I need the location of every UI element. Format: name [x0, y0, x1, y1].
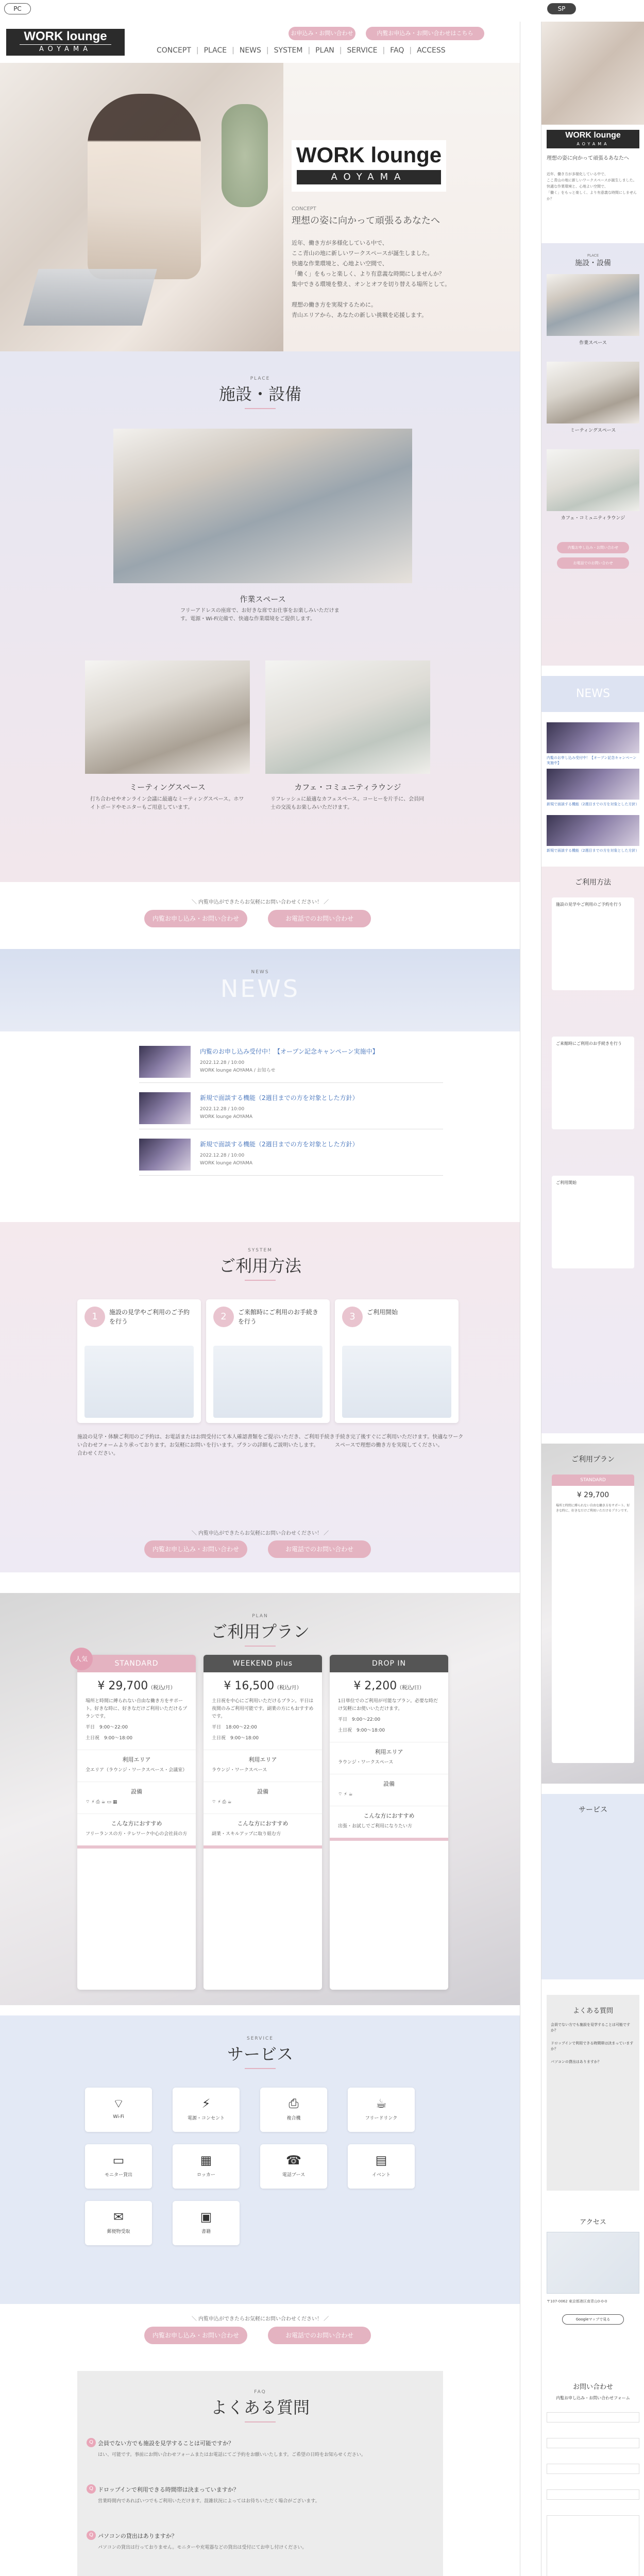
sp-cta-button[interactable]: お電話でのお問い合わせ	[557, 557, 629, 569]
news-thumb	[139, 1139, 191, 1171]
sp-access: アクセス 〒107-0062 東京都港区南青山0-0-0 Googleマップで見る	[541, 2211, 644, 2366]
cta-phone-button[interactable]: お電話でのお問い合わせ	[268, 910, 371, 927]
place-en: PLACE	[250, 376, 270, 381]
hero-body: 近年、働き方が多様化している中で、 ここ青山の地に新しいワークスペースが誕生しました。 快適な作業環境と、心地よい空間で、 「働く」をもっと楽しく、より有意義な時間にしませんか？ 集中できる環境を整え、オンとオフを切り替える場所として。 理想の働き方を実現するために。 青山エリアから、あなたの新しい挑戦を応援します。	[292, 240, 451, 318]
cta-note: ＼ 内覧申込ができたらお気軽にお問い合わせください！ ／	[191, 900, 329, 905]
news-thumb	[139, 1092, 191, 1124]
header-logo[interactable]	[6, 29, 125, 56]
place-section	[0, 351, 520, 882]
printer-icon: ⎙	[289, 2096, 299, 2111]
faq-answer: パソコンの貸出は行っておりません。モニターや充電器などの貸出は受付にてお申し付けください。	[98, 2545, 307, 2550]
sp-system: ご利用方法 施設の見学やご利用のご予約を行う ご来館時にご利用のお手続きを行う ご利用開始	[541, 867, 644, 1433]
nav-news[interactable]: NEWS	[239, 46, 261, 55]
cta-visit-button[interactable]: 内覧お申し込み・お問い合わせ	[144, 1540, 247, 1558]
hero-logo	[292, 140, 446, 192]
news-en: NEWS	[251, 970, 269, 975]
popular-badge: 人気	[70, 1648, 93, 1670]
step-card: 2 ご来館時にご利用のお手続きを行う	[206, 1299, 330, 1423]
sp-faq: よくある質問 会員でない方でも施設を見学することは可能ですか？ ドロップインで利用できる時間帯は決まっていますか？ パソコンの貸出はありますか？	[547, 1995, 639, 2191]
cta-phone-button[interactable]: お電話でのお問い合わせ	[268, 1540, 371, 1558]
wifi-icon: ⌔	[112, 2096, 125, 2111]
sp-access-map[interactable]	[547, 2232, 639, 2294]
question-icon: Q	[87, 2531, 96, 2540]
phone-booth-icon: ☎	[286, 2153, 301, 2167]
nav-plan[interactable]: PLAN	[315, 46, 334, 55]
sp-email-input[interactable]	[547, 2464, 639, 2474]
sp-message-textarea[interactable]	[547, 2515, 639, 2576]
news-item[interactable]: 新規で面談する機能（2週目までの方を対象とした方針） 2022.12.28 / 10:00 WORK lounge AOYAMA	[139, 1134, 443, 1176]
monitor-icon: ▭	[112, 2153, 125, 2167]
nav-service[interactable]: SERVICE	[347, 46, 378, 55]
sp-google-map-button[interactable]: Googleマップで見る	[562, 2314, 624, 2325]
sp-cta-button[interactable]: 内覧お申し込み・お問い合わせ	[557, 542, 629, 553]
service-locker: ▦ ロッカー	[173, 2144, 240, 2189]
sp-page: WORK lounge AOYAMA 理想の姿に向かって頑張るあなたへ 近年、働き方が多様化している中で、 ここ青山の地に新しいワークスペースが誕生しました。 快適な作業環境と、心地よい空間で、 「働く」をもっと楽しく、より有意義な時間にしませんか？ PLACE 施設・設備 作業スペース ミーティングスペース カフェ・コミュニティラウンジ 内覧お申し込み・お問い合わせ お電話でのお問い合わせ NEWS 内覧のお申し込み受付中！【オープン記念キャンペーン実施中】 新規で面談する機能（2週目までの方を対象とした方針） 新規で面談する機能（2週目までの方を対象とした方針） ご利用方法 施設の見学やご利用のご予約を行う ご来館時にご利用のお手続きを行う ご利用開始 ご利用プラン STANDARD ¥ 29,700 場所と時間に縛られない自由な働き方をサポート。好きな時に、好きなだけご利用いただけるプランです。 サービス よくある質問 会員でない方でも施設を見学することは可能ですか？ ドロップインで利用できる時間帯は決まっていますか？ パソコンの貸出はありますか？ アクセス 〒107-0062 東京都港区南青山0-0-0 Googleマップで見る お問い合わせ 内覧お申し込み・お問い合わせフォーム	[541, 22, 644, 2576]
system-section: SYSTEM ご利用方法 1 施設の見学やご利用のご予約を行う 2 ご来館時にご利用のお手続きを行う 3 ご利用開始 施設の見学・体験ご利用のご予約は、お電話またはお問い合わせフォームより承っております。お気軽にお問い合わせください。 受付にて本人確認書類をご提示いただき、ご利用手続きを行います。プランの詳細もご説明いたします。 手続き完了後すぐにご利用いただけます。快適なワークスペースで理想の働き方を実現してください。	[0, 1222, 520, 1572]
sp-headline: 理想の姿に向かって頑張るあなたへ	[547, 156, 629, 161]
service-title: サービス	[227, 2044, 293, 2064]
service-power: ⚡ 電源・コンセント	[173, 2088, 240, 2132]
faq-title: よくある質問	[210, 2398, 310, 2417]
plan-card-weekend: WEEKEND plus ¥ 16,500（税込/月） 土日祝を中心にご利用いただけるプラン。平日は夜間のみご利用可能です。副業の方にもおすすめです。 平日 18:00〜22:00 土日祝 9:00〜18:00 利用エリア ラウンジ・ワークスペース 設備 ⌔ ⚡ ⎙ ☕ こんな方におすすめ 副業・スキルアップに取り組む方	[204, 1655, 322, 1990]
service-section	[0, 2015, 520, 2304]
news-item[interactable]: 新規で面談する機能（2週目までの方を対象とした方針） 2022.12.28 / 10:00 WORK lounge AOYAMA	[139, 1088, 443, 1129]
hero-headline: 理想の姿に向かって頑張るあなたへ	[292, 215, 440, 226]
service-mail: ✉ 郵便物受取	[85, 2201, 152, 2245]
sp-hero-body: 近年、働き方が多様化している中で、 ここ青山の地に新しいワークスペースが誕生しました。 快適な作業環境と、心地よい空間で、 「働く」をもっと楽しく、より有意義な時間にしませんか？	[547, 172, 637, 201]
sp-contact: お問い合わせ 内覧お申し込み・お問い合わせフォーム	[541, 2381, 644, 2576]
nav-system[interactable]: SYSTEM	[274, 46, 303, 55]
service-monitor: ▭ モニター貸出	[85, 2144, 152, 2189]
cafe-title: カフェ・コミュニティラウンジ	[294, 783, 401, 792]
nav-concept[interactable]: CONCEPT	[157, 46, 191, 55]
service-coffee: ☕ フリードリンク	[348, 2088, 415, 2132]
step-card: 3 ご利用開始	[335, 1299, 459, 1423]
hero-photo	[0, 63, 283, 351]
step-illustration	[84, 1346, 194, 1418]
sp-news-thumb[interactable]	[547, 815, 639, 846]
nav-faq[interactable]: FAQ	[390, 46, 404, 55]
pc-page: WORK lounge AOYAMA お申込み・お問い合わせ 内覧お申込み・お問い合わせはこちら CONCEPT | PLACE | NEWS | SYSTEM | PLAN | SERVICE | FAQ | ACCESS WORK lounge AOYAMA CONCEPT 理想の姿に向かって頑張るあなたへ 近年、働き方が多様化している中で、 ここ青山の地に新しいワークスペースが誕生しました。 快適な作業環境と、心地よい空間で、 「働く」をもっと楽しく、より有意義な時間にしませんか？ 集中できる環境を整え、オンとオフを切り替える場所として。 理想の働き方を実現するために。 青山エリアから、あなたの新しい挑戦を応援します。 PLACE 施設・設備 作業スペース フリーアドレスの座席で、お好きな席でお仕事をお楽しみいただけます。電源・Wi-Fi完備で、快適な作業環境をご提供します。 ミーティングスペース カフェ・コミュニティラウンジ 打ち合わせやオンライン会議に最適なミーティングスペース。ホワイトボードやモニターもご用意しています。 リフレッシュに最適なカフェスペース。コーヒーを片手に、会員同士の交流もお楽しみいただけます。 ＼ 内覧申込ができたらお気軽にお問い合わせください！ ／ 内覧お申し込み・お問い合わせ お電話でのお問い合わせ NEWS NEWS 内覧のお申し込み受付中！【オープン記念キャンペーン実施中】 2022.12.28 / 10:00 WORK lounge AOYAMA / お知らせ 新規で面談する機能（2週目までの方を対象とした方針） 2022.12.28 / 10:00 WORK lounge AOYAMA 新規で面談する機能（2週目までの方を対象とした方針） 2022.12.28 / 10:00 WORK lounge AOYAMA SYSTEM ご利用方法 1 施設の見学やご利用のご予約を行う 2 ご来館時にご利用のお手続きを行う 3 ご利用開始 施設の見学・体験ご利用のご予約は、お電話またはお問い合わせフォームより承っております。お気軽にお問い合わせください。 受付にて本人確認書類をご提示いただき、ご利用手続きを行います。プランの詳細もご説明いたします。 手続き完了後すぐにご利用いただけます。快適なワークスペースで理想の働き方を実現してください。 ＼ 内覧申込ができたらお気軽にお問い合わせください！ ／ 内覧お申し込み・お問い合わせ お電話でのお問い合わせ PLAN ご利用プラン 人気 STANDARD ¥ 29,700（税込/月） 場所と時間に縛られない自由な働き方をサポート。好きな時に、好きなだけご利用いただけるプランです。 平日 9:00〜22:00 土日祝 9:00〜18:00 利用エリア 全エリア（ラウンジ・ワークスペース・会議室） 設備 ⌔ ⚡ ⎙ ☕ ▭ ▦ こんな方におすすめ フリーランスの方・テレワーク中心の会社員の方 WEEKEND plus ¥ 16,500（税込/月） 土日祝を中心にご利用いただけるプラン。平日は夜間のみご利用可能です。副業の方にもおすすめです。 平日 18:00〜22:00 土日祝 9:00〜18:00 利用エリア ラウンジ・ワークスペース 設備 ⌔ ⚡ ⎙ ☕ こんな方におすすめ 副業・スキルアップに取り組む方 DROP IN ¥ 2,200（税込/日） 1日単位でのご利用が可能なプラン。必要な時だけ気軽にお使いいただけます。 平日 9:00〜22:00 土日祝 9:00〜18:00 利用エリア ラウンジ・ワークスペース 設備 ⌔ ⚡ ☕ こんな方におすすめ 出張・お試しでご利用になりたい方 SERVICE サービス ⌔ Wi-Fi ⚡ 電源・コンセント ⎙ 複合機 ☕ フリードリンク ▭ モニター貸出 ▦ ロッカー ☎ 電話ブース ▤ イベント ✉ 郵便物受取 ▣ 書籍 ＼ 内覧申込ができたらお気軽にお問い合わせください！ ／ 内覧お申し込み・お問い合わせ お電話でのお問い合わせ FAQ よくある質問 Q 会員でない方でも施設を見学することは可能ですか？ はい、可能です。事前にお問い合わせフォームまたはお電話にてご予約をお願いいたします。ご希望の日時をお知らせください。 Q ドロップインで利用できる時間帯は決まっていますか？ 営業時間内であればいつでもご利用いただけます。混雑状況によってはお待ちいただく場合がございます。 Q パソコンの貸出はありますか？ パソコンの貸出は行っておりません。モニターや充電器などの貸出は受付にてお申し付けください。	[0, 22, 520, 2576]
sp-news-banner: NEWS	[541, 676, 644, 712]
step-illustration	[213, 1346, 323, 1418]
coffee-icon: ☕	[376, 2096, 387, 2111]
nav-place[interactable]: PLACE	[204, 46, 227, 55]
place-title: 施設・設備	[218, 384, 301, 404]
question-icon: Q	[87, 2438, 96, 2447]
faq-en: FAQ	[254, 2389, 266, 2395]
sp-company-input[interactable]	[547, 2438, 639, 2448]
sp-label: SP	[547, 3, 576, 14]
sp-service: サービス	[541, 1794, 644, 1979]
plan-en: PLAN	[252, 1614, 268, 1619]
hero-logo-text: WORK lounge	[296, 143, 442, 167]
sp-news-thumb[interactable]	[547, 769, 639, 800]
nav-access[interactable]: ACCESS	[417, 46, 446, 55]
concept-label: CONCEPT	[292, 206, 316, 212]
system-title: ご利用方法	[218, 1256, 301, 1276]
power-icon: ⚡	[201, 2096, 211, 2111]
plan-section	[0, 1593, 520, 2005]
hero	[0, 63, 520, 351]
mailbox-icon: ✉	[113, 2210, 124, 2224]
faq-answer: はい、可能です。事前にお問い合わせフォームまたはお電話にてご予約をお願いいたします。ご希望の日時をお知らせください。	[98, 2452, 366, 2458]
faq-answer: 営業時間内であればいつでもご利用いただけます。混雑状況によってはお待ちいただく場合がございます。	[98, 2499, 320, 2504]
apply-button[interactable]: お申込み・お問い合わせ	[289, 27, 355, 40]
service-en: SERVICE	[247, 2036, 274, 2041]
sp-name-input[interactable]	[547, 2412, 639, 2422]
locker-icon: ▦	[200, 2153, 212, 2167]
sp-place: PLACE 施設・設備 作業スペース ミーティングスペース カフェ・コミュニティラウンジ 内覧お申し込み・お問い合わせ お電話でのお問い合わせ	[541, 243, 644, 666]
sp-hero-photo	[541, 22, 644, 125]
sp-news-thumb[interactable]	[547, 722, 639, 753]
service-printer: ⎙ 複合機	[260, 2088, 327, 2132]
step-card: 1 施設の見学やご利用のご予約を行う	[77, 1299, 201, 1423]
step-illustration	[342, 1346, 451, 1418]
news-banner	[0, 949, 520, 1031]
system-en: SYSTEM	[248, 1248, 273, 1253]
meeting-title: ミーティングスペース	[129, 783, 206, 792]
news-title: NEWS	[220, 975, 300, 1003]
service-wifi: ⌔ Wi-Fi	[85, 2088, 152, 2132]
meeting-photo	[85, 660, 250, 774]
news-thumb	[139, 1046, 191, 1078]
faq-question[interactable]: ドロップインで利用できる時間帯は決まっていますか？	[98, 2486, 239, 2493]
cta-phone-button[interactable]: お電話でのお問い合わせ	[268, 2327, 371, 2344]
service-book: ▣ 書籍	[173, 2201, 240, 2245]
service-event: ▤ イベント	[348, 2144, 415, 2189]
cafe-photo	[265, 660, 430, 774]
logo-text: WORK lounge	[24, 29, 107, 43]
header	[0, 22, 520, 63]
cafe-text: リフレッシュに最適なカフェスペース。コーヒーを片手に、会員同士の交流もお楽しみいただけます。	[270, 796, 425, 810]
pc-label: PC	[4, 3, 31, 14]
sp-logo: WORK lounge AOYAMA	[547, 130, 639, 148]
faq-question[interactable]: パソコンの貸出はありますか？	[98, 2533, 177, 2539]
hero-logo-subtext: AOYAMA	[297, 170, 441, 184]
workspace-photo	[113, 429, 412, 583]
meeting-text: 打ち合わせやオンライン会議に最適なミーティングスペース。ホワイトボードやモニターもご用意しています。	[90, 796, 244, 810]
service-phone-booth: ☎ 電話ブース	[260, 2144, 327, 2189]
logo-subtext: AOYAMA	[20, 44, 111, 54]
cta-visit-button[interactable]: 内覧お申し込み・お問い合わせ	[144, 910, 247, 927]
contact-button[interactable]: 内覧お申込み・お問い合わせはこちら	[366, 27, 484, 40]
workspace-text: フリーアドレスの座席で、お好きな席でお仕事をお楽しみいただけます。電源・Wi-Fi完備で、快適な作業環境をご提供します。	[180, 608, 340, 622]
plan-title: ご利用プラン	[210, 1622, 310, 1641]
global-nav: CONCEPT | PLACE | NEWS | SYSTEM | PLAN | SERVICE | FAQ | ACCESS	[157, 46, 446, 55]
plan-card-dropin: DROP IN ¥ 2,200（税込/日） 1日単位でのご利用が可能なプラン。必要な時だけ気軽にお使いいただけます。 平日 9:00〜22:00 土日祝 9:00〜18:00 利用エリア ラウンジ・ワークスペース 設備 ⌔ ⚡ ☕ こんな方におすすめ 出張・お試しでご利用になりたい方	[330, 1655, 448, 1990]
sp-plan: ご利用プラン STANDARD ¥ 29,700 場所と時間に縛られない自由な働き方をサポート。好きな時に、好きなだけご利用いただけるプランです。	[541, 1444, 644, 1784]
faq-question[interactable]: 会員でない方でも施設を見学することは可能ですか？	[98, 2440, 234, 2447]
plan-card-standard: STANDARD ¥ 29,700（税込/月） 場所と時間に縛られない自由な働き方をサポート。好きな時に、好きなだけご利用いただけるプランです。 平日 9:00〜22:00 土日祝 9:00〜18:00 利用エリア 全エリア（ラウンジ・ワークスペース・会議室） 設備 ⌔ ⚡ ⎙ ☕ ▭ ▦ こんな方におすすめ フリーランスの方・テレワーク中心の会社員の方	[77, 1655, 196, 1990]
question-icon: Q	[87, 2484, 96, 2494]
sp-phone-input[interactable]	[547, 2489, 639, 2500]
cta-visit-button[interactable]: 内覧お申し込み・お問い合わせ	[144, 2327, 247, 2344]
news-item[interactable]: 内覧のお申し込み受付中！【オープン記念キャンペーン実施中】 2022.12.28 / 10:00 WORK lounge AOYAMA / お知らせ	[139, 1042, 443, 1083]
book-icon: ▣	[200, 2210, 212, 2224]
calendar-icon: ▤	[375, 2153, 387, 2167]
workspace-title: 作業スペース	[240, 595, 286, 604]
